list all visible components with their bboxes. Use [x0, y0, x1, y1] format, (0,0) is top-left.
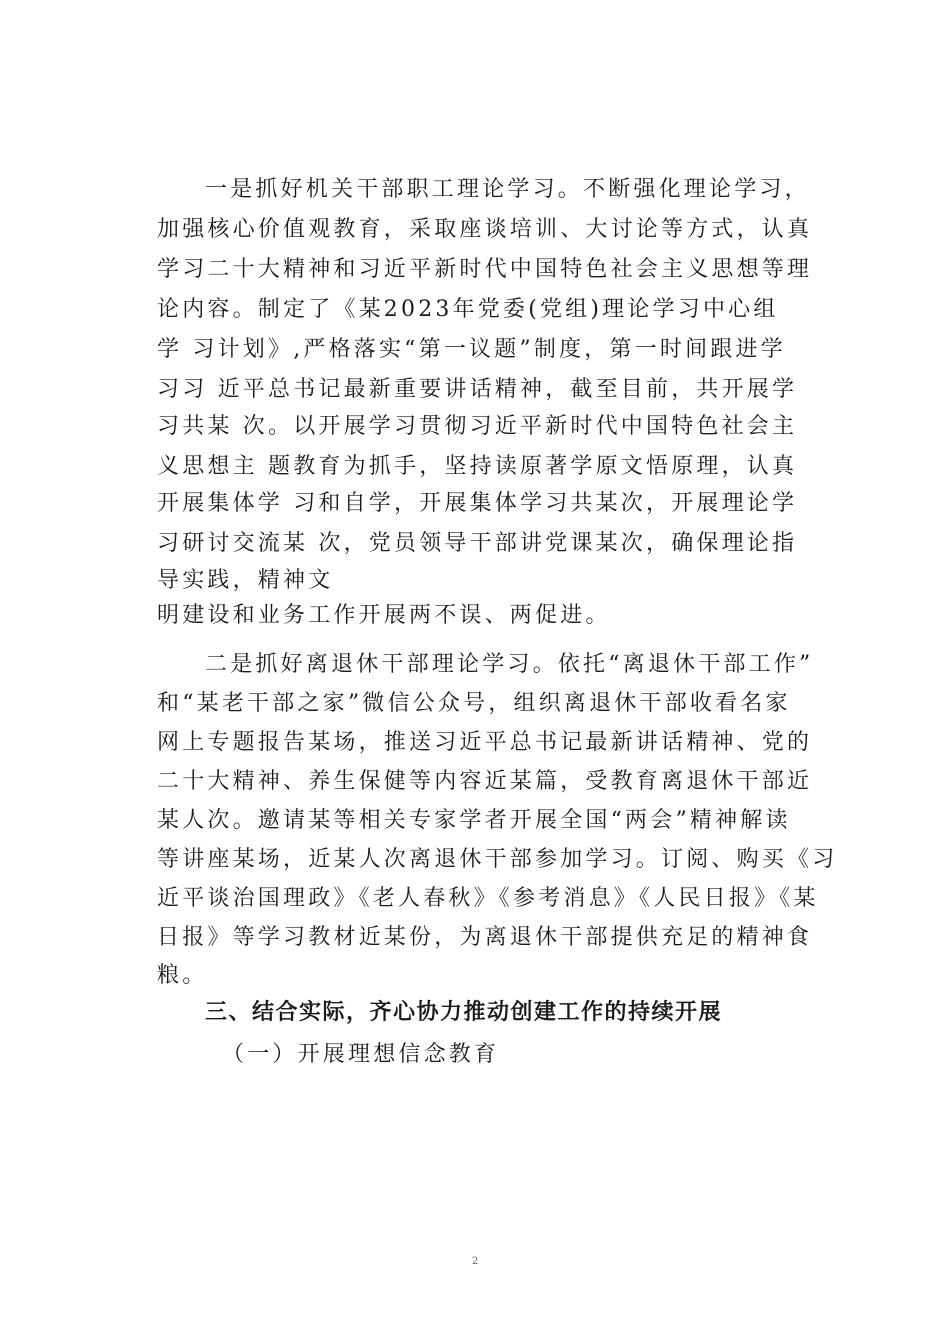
text-line: 网上专题报告某场，推送习近平总书记最新讲话精神、党的: [157, 730, 813, 755]
text-line: 二十大精神、养生保健等内容近某篇，受教育离退休干部近: [157, 769, 813, 794]
text-line: 等讲座某场，近某人次离退休干部参加学习。订阅、购买《习: [157, 847, 838, 872]
text-line: 导实践，精神文: [157, 568, 334, 593]
text-line: 二是抓好离退休干部理论学习。依托“离退休干部工作”: [205, 652, 814, 677]
text-line: 日报》等学习教材近某份，为离退休干部提供充足的精神食: [157, 925, 813, 950]
text-line: 一是抓好机关干部职工理论学习。不断强化理论学习，: [205, 177, 810, 202]
text-line: 学习二十大精神和习近平新时代中国特色社会主义思想等理: [157, 257, 813, 282]
text-line: 义思想主 题教育为抓手，坚持读原著学原文悟原理，认真: [157, 454, 798, 479]
section-heading: 三、结合实际，齐心协力推动创建工作的持续开展: [205, 1000, 723, 1025]
text-line: 近平谈治国理政》《老人春秋》《参考消息》《人民日报》《某: [157, 886, 819, 911]
text-line: 论内容。制定了《某2023年党委(党组)理论学习中心组: [157, 297, 779, 322]
text-line: 习共某 次。以开展学习贯彻习近平新时代中国特色社会主: [157, 414, 798, 439]
text-line: 某人次。邀请某等相关专家学者开展全国“两会”精神解读: [157, 808, 791, 833]
page-number: 2: [471, 1256, 479, 1267]
text-line: 和“某老干部之家”微信公众号，组织离退休干部收看名家: [157, 691, 791, 716]
text-line: 粮。: [157, 963, 208, 988]
text-line: 开展集体学 习和自学，开展集体学习共某次，开展理论学: [157, 491, 798, 516]
text-line: 习研讨交流某 次，党员领导干部讲党课某次，确保理论指: [157, 531, 798, 556]
text-line: 加强核心价值观教育，采取座谈培训、大讨论等方式，认真: [157, 217, 813, 242]
text-line: 学 习计划》,严格落实“第一议题”制度，第一时间跟进学: [157, 337, 786, 362]
subsection-heading: （一）开展理想信念教育: [222, 1042, 500, 1067]
text-line: 明建设和业务工作开展两不误、两促进。: [157, 603, 611, 628]
text-line: 习习 近平总书记最新重要讲话精神，截至目前，共开展学: [157, 377, 798, 402]
